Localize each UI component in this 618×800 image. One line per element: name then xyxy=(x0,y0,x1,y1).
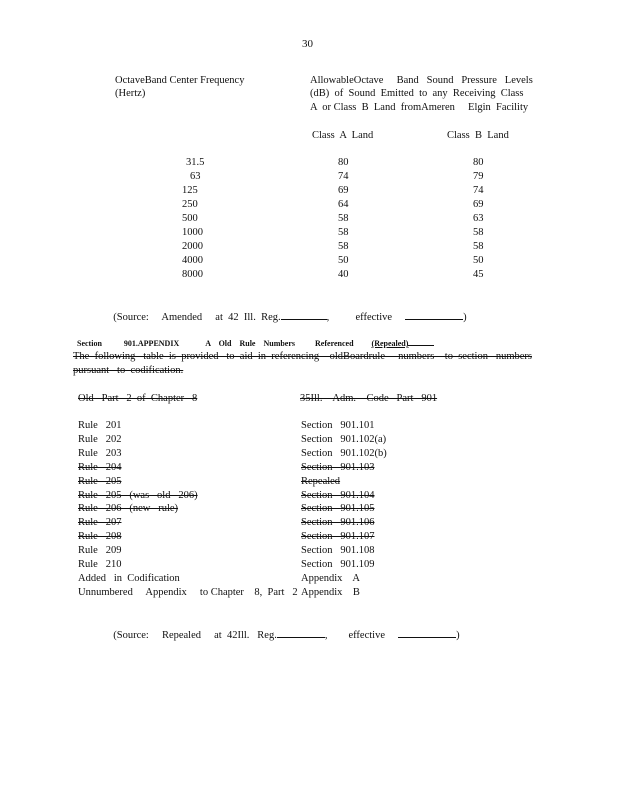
class-a-value: 58 xyxy=(338,227,349,238)
class-a-value: 40 xyxy=(338,269,349,280)
old-rule-cell: Rule 206 (new rule) xyxy=(78,503,179,514)
old-rule-cell: Added in Codification xyxy=(78,573,180,584)
frequency-cell: 2000 xyxy=(182,241,203,252)
new-section-cell: Section 901.106 xyxy=(301,517,375,528)
new-section-cell: Section 901.104 xyxy=(301,490,375,501)
class-b-value: 63 xyxy=(473,213,484,224)
new-section-cell: Section 901.102(b) xyxy=(301,448,387,459)
section-repealed-tag: (Repealed) xyxy=(371,339,409,348)
class-a-value: 69 xyxy=(338,185,349,196)
class-a-value: 64 xyxy=(338,199,349,210)
source-note-comma: , xyxy=(326,312,330,323)
source2-blank xyxy=(277,627,325,638)
class-b-value: 50 xyxy=(473,255,484,266)
mapping-left-header: Old Part 2 of Chapter 8 xyxy=(78,393,198,404)
old-rule-cell: Rule 202 xyxy=(78,434,122,445)
section-title: A Old Rule Numbers xyxy=(205,339,296,348)
old-rule-cell: Rule 207 xyxy=(78,517,122,528)
class-b-value: 79 xyxy=(473,171,484,182)
new-section-cell: Section 901.101 xyxy=(301,420,375,431)
class-b-value: 80 xyxy=(473,157,484,168)
frequency-cell: 31.5 xyxy=(186,157,205,168)
old-rule-cell: Rule 203 xyxy=(78,448,122,459)
class-b-value: 74 xyxy=(473,185,484,196)
source-note-close: ) xyxy=(463,312,467,323)
source-note-effective: effective xyxy=(355,312,393,323)
frequency-cell: 1000 xyxy=(182,227,203,238)
new-section-cell: Appendix A xyxy=(301,573,360,584)
class-b-value: 45 xyxy=(473,269,484,280)
section-heading-blank xyxy=(408,335,434,346)
frequency-cell: 125 xyxy=(182,185,198,196)
intro-text-line2: pursuant to codification. xyxy=(73,365,184,376)
new-section-cell: Repealed xyxy=(301,476,341,487)
source-note-prefix: (Source: Amended at 42 Ill. Reg. xyxy=(113,312,281,323)
class-b-label: Class B Land xyxy=(447,130,509,141)
old-rule-cell: Rule 205 (was old 206) xyxy=(78,490,198,501)
source2-prefix: (Source: Repealed at 42Ill. Reg. xyxy=(113,630,277,641)
class-a-value: 58 xyxy=(338,241,349,252)
source2-effective-blank xyxy=(398,627,456,638)
class-a-label: Class A Land xyxy=(312,130,374,141)
section-label: Section xyxy=(77,339,102,348)
new-section-cell: Section 901.102(a) xyxy=(301,434,387,445)
old-rule-cell: Rule 208 xyxy=(78,531,122,542)
new-section-cell: Section 901.108 xyxy=(301,545,375,556)
old-rule-cell: Rule 201 xyxy=(78,420,122,431)
source2-effective: effective xyxy=(348,630,385,641)
freq-column-header-line2: (Hertz) xyxy=(115,88,146,99)
class-b-value: 69 xyxy=(473,199,484,210)
source-note-effective-blank xyxy=(405,309,463,320)
section-number: 901.APPENDIX xyxy=(123,339,180,348)
class-a-value: 50 xyxy=(338,255,349,266)
sound-level-header-line3: A or Class B Land fromAmeren Elgin Facility xyxy=(310,102,529,113)
frequency-cell: 63 xyxy=(190,171,201,182)
old-rule-cell: Unnumbered Appendix to Chapter 8, Part 2 xyxy=(78,587,298,598)
frequency-cell: 500 xyxy=(182,213,198,224)
freq-column-header-line1: OctaveBand Center Frequency xyxy=(115,75,245,86)
new-section-cell: Section 901.107 xyxy=(301,531,375,542)
frequency-cell: 250 xyxy=(182,199,198,210)
class-a-value: 58 xyxy=(338,213,349,224)
class-b-value: 58 xyxy=(473,227,484,238)
section-referenced: Referenced xyxy=(315,339,354,348)
source-note-amended xyxy=(108,296,467,324)
new-section-cell: Section 901.109 xyxy=(301,559,375,570)
new-section-cell: Appendix B xyxy=(301,587,360,598)
section-heading xyxy=(73,322,434,350)
intro-text-line1: The following table is provided to aid in referencing oldBoardrule numbers to section numbers xyxy=(73,351,532,362)
source2-comma: , xyxy=(324,630,328,641)
frequency-cell: 4000 xyxy=(182,255,203,266)
new-section-cell: Section 901.103 xyxy=(301,462,375,473)
new-section-cell: Section 901.105 xyxy=(301,503,375,514)
sound-level-header-line2: (dB) of Sound Emitted to any Receiving Class xyxy=(310,88,524,99)
class-b-value: 58 xyxy=(473,241,484,252)
sound-level-header-line1: AllowableOctave Band Sound Pressure Levels xyxy=(310,75,533,86)
mapping-right-header: 35Ill. Adm. Code Part 901 xyxy=(300,393,438,404)
source-note-blank xyxy=(281,309,327,320)
old-rule-cell: Rule 204 xyxy=(78,462,122,473)
old-rule-cell: Rule 205 xyxy=(78,476,122,487)
page-number: 30 xyxy=(302,38,313,50)
old-rule-cell: Rule 209 xyxy=(78,545,122,556)
source-note-repealed xyxy=(108,614,460,642)
old-rule-cell: Rule 210 xyxy=(78,559,122,570)
source2-close: ) xyxy=(456,630,460,641)
class-a-value: 74 xyxy=(338,171,349,182)
class-a-value: 80 xyxy=(338,157,349,168)
frequency-cell: 8000 xyxy=(182,269,203,280)
